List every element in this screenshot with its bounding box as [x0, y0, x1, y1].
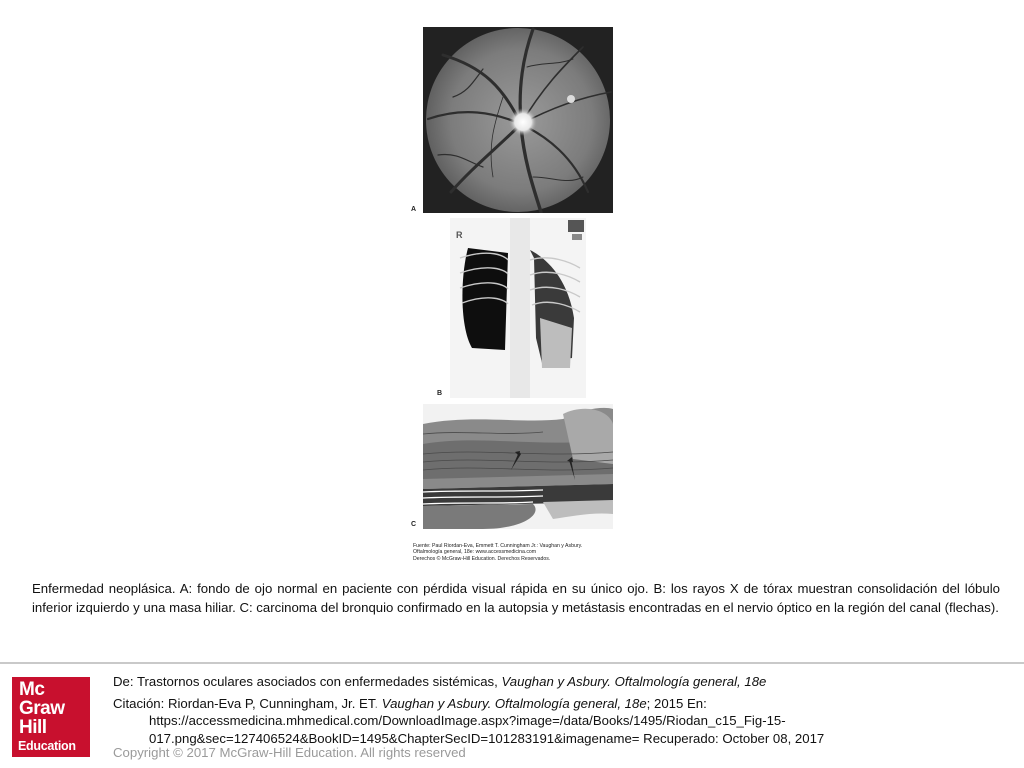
histology-section [423, 404, 613, 529]
citation [113, 695, 1013, 713]
panel-letter-c: C [411, 521, 417, 528]
citation-book: Vaughan y Asbury. Oftalmología general, 18e [378, 695, 647, 711]
figure-source [413, 543, 623, 562]
source-line: Oftalmología general, 18e: www.accessmedicina.com [413, 549, 537, 556]
source-reference [113, 673, 1013, 691]
logo-line: Graw [19, 698, 65, 719]
logo-line: Hill [19, 717, 47, 738]
panel-letter-b: B [437, 390, 443, 397]
logo-line: Mc [19, 679, 45, 700]
source-line: Fuente: Paul Riordan-Eva, Emmett T. Cunningham Jr.: Vaughan y Asbury. [413, 543, 583, 549]
source-line: Derechos © McGraw-Hill Education. Derechos Reservados. [413, 555, 551, 562]
citation-sep: . [374, 695, 379, 711]
panel-letter-a: A [411, 206, 417, 213]
de-prefix: De: Trastornos oculares asociados con enfermedades sistémicas, [113, 674, 502, 689]
footer-divider [0, 662, 1024, 664]
copyright-notice: Copyright © 2017 McGraw-Hill Education. All rights reserved [113, 745, 466, 760]
mcgraw-hill-logo [12, 677, 90, 757]
xray-marker: R [456, 230, 463, 240]
chest-xray [450, 218, 586, 398]
citation-url-line: 017.png&sec=127406524&BookID=1495&ChapterSecID=101283191&imagename= Recuperado: October 08, 2017 [149, 730, 825, 746]
figure-caption: Enfermedad neoplásica. A: fondo de ojo normal en paciente con pérdida visual rápida en su único ojo. B: los rayos X de tórax muestran consolidación del lóbulo inferior izquierdo y una masa hiliar. C: carcinoma del bronquio confirmado en la autopsia y metástasis encontradas en el nervio óptico en la región del canal (flechas). [32, 581, 1000, 615]
references [113, 673, 1013, 747]
citation-url-line: https://accessmedicina.mhmedical.com/DownloadImage.aspx?image=/data/Books/1495/Riodan_c15_Fig-15- [149, 713, 786, 728]
logo-line: Education [18, 739, 76, 753]
fundus-photo [423, 27, 613, 213]
citation-suffix: ; 2015 En: [646, 695, 707, 711]
citation-prefix: Citación: Riordan-Eva P, Cunningham, Jr. ET [113, 695, 375, 711]
book-title: Vaughan y Asbury. Oftalmología general, 18e [501, 674, 767, 689]
